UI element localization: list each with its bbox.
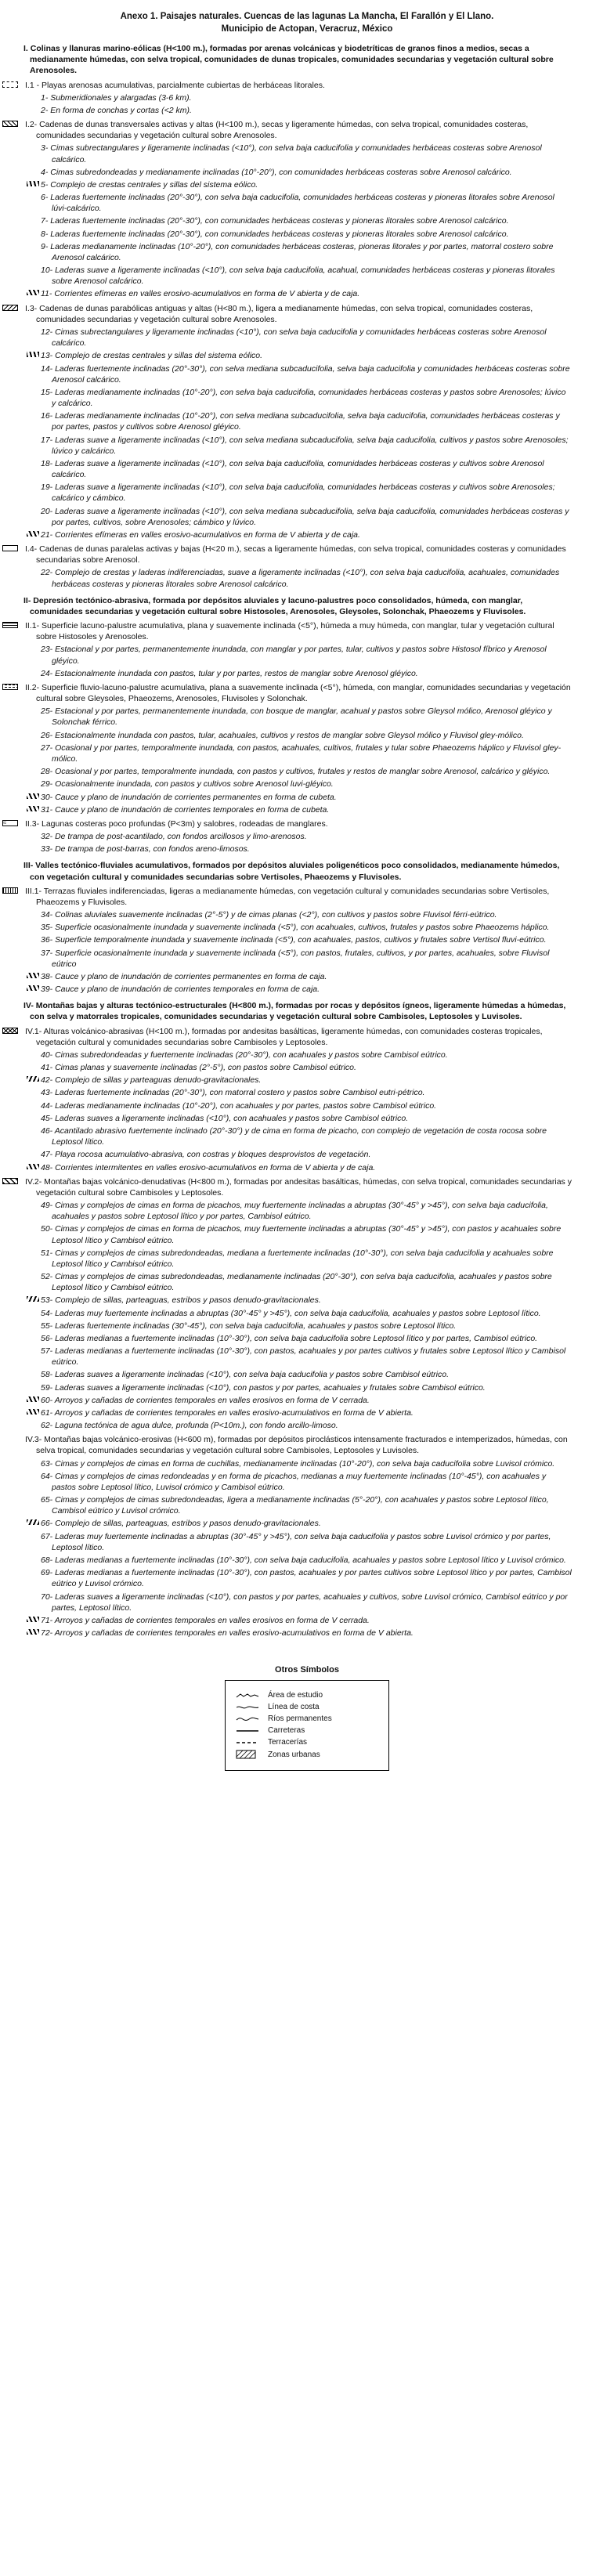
legend-text: 63- Cimas y complejos de cimas en forma de cuchillas, medianamente inclinadas (10°-20°), con selva baja caducifolia sobre Luvisol crómico. — [41, 1458, 555, 1469]
legend-text: II.3- Lagunas costeras poco profundas (P<3m) y salobres, rodeadas de manglares. — [25, 818, 328, 829]
legend-text: 7- Laderas fuertemente inclinadas (20°-30°), con comunidades herbáceas costeras y pioneras litorales sobre Arenosol calcárico. — [41, 216, 509, 226]
legend-text: 21- Corrientes efímeras en valles erosivo-acumulativos en forma de V abierta y de caja. — [41, 529, 360, 540]
other-symbol-label: Terracerías — [268, 1738, 308, 1747]
legend-item — [23, 327, 572, 349]
legend-item — [23, 229, 572, 240]
legend-subsection — [23, 119, 572, 141]
stream-channel-icon — [27, 1164, 39, 1169]
legend-text: IV.2- Montañas bajas volcánico-denudativas (H<800 m.), formadas por andesitas basálticas, húmedas, con selva tropical, comunidades secundarias y vegetación cultural sobre Cambisoles y Leptosoles. — [25, 1176, 572, 1198]
legend-text: 6- Laderas fuertemente inclinadas (20°-30°), con selva baja caducifolia, comunidades herbáceas costeras y pioneras litorales sobre Arenosol lúvi-calcárico. — [41, 193, 554, 214]
other-symbol-row — [235, 1691, 381, 1700]
legend-item — [23, 567, 572, 589]
legend-item — [23, 363, 572, 385]
legend-text: I. Colinas y llanuras marino-eólicas (H<100 m.), formadas por arenas volcánicas y biodetríticas de granos finos a medios, secas a medianamente húmedas, con selva tropical, comunidades de dunas tropicales, comunidades secundarias y vegetación cultural sobre Arenosoles. — [23, 44, 554, 76]
legend-subsection — [23, 886, 572, 908]
other-symbol-label: Ríos permanentes — [268, 1714, 332, 1724]
legend-item — [23, 1075, 572, 1086]
stream-channel-icon — [27, 1629, 39, 1635]
legend-section — [23, 595, 572, 617]
legend-item — [23, 1458, 572, 1469]
stream-channel-icon — [27, 1396, 39, 1402]
legend-item — [23, 1271, 572, 1293]
legend-text: 71- Arroyos y cañadas de corrientes temporales en valles erosivos en forma de V cerrada. — [41, 1615, 370, 1625]
crest-pattern-icon — [27, 352, 39, 357]
legend-text: 47- Playa rocosa acumulativo-abrasiva, con costras y bloques desprovistos de vegetación. — [41, 1150, 371, 1160]
legend-item — [23, 1050, 572, 1060]
legend-item — [23, 730, 572, 741]
other-symbol-label: Área de estudio — [268, 1691, 323, 1700]
stream-channel-icon — [27, 1617, 39, 1622]
legend-text: 64- Cimas y complejos de cimas redondeadas y en forma de picachos, medianas a muy fuertemente inclinadas (10°-45°), con acahuales y pastos sobre Leptosol lítico, Luvisol crómico y Cambisol eútrico. — [41, 1471, 547, 1492]
page-title — [0, 11, 614, 35]
legend-item — [23, 215, 572, 226]
legend-item — [23, 1591, 572, 1613]
legend-text: IV.3- Montañas bajas volcánico-erosivas (H<600 m), formadas por depósitos piroclásticos intensamente fracturados e intemperizados, húmedas, con selva tropical, comunidades secundarias y vegetación cultural sobre Cambisoles, Leptosoles y Luvisoles. — [25, 1435, 568, 1456]
legend-text: 41- Cimas planas y suavemente inclinadas (2°-5°), con pastos sobre Cambisol eútrico. — [41, 1063, 356, 1073]
legend-text: I.2- Cadenas de dunas transversales activas y altas (H<100 m.), secas y ligeramente húmedas, con selva tropical, comunidades costeras, comunidades secundarias y vegetación cultural sobre Arenosoles. — [25, 120, 529, 141]
urban-area-swatch-icon — [235, 1750, 260, 1759]
other-symbol-label: Línea de costa — [268, 1703, 320, 1712]
legend-section — [23, 1000, 572, 1022]
legend-text: 59- Laderas suaves a ligeramente inclinadas (<10°), con pastos y por partes, acahuales y frutales sobre Cambisol eútrico. — [41, 1382, 486, 1393]
legend-item — [23, 831, 572, 842]
legend-text: 30- Cauce y plano de inundación de corrientes permanentes en forma de cubeta. — [41, 792, 337, 802]
legend-text: 61- Arroyos y cañadas de corrientes temporales en valles erosivo-acumulativos en forma de V abierta. — [41, 1407, 414, 1418]
legend-list — [0, 43, 614, 1638]
legend-item — [23, 1555, 572, 1566]
legend-text: 51- Cimas y complejos de cimas subredondeadas, mediana a fuertemente inclinadas (10°-30°), con selva baja caducifolia y acahuales sobre Leptosol lítico y Cambisol eútrico. — [41, 1248, 554, 1269]
legend-text: 27- Ocasional y por partes, temporalmente inundada, con pastos, acahuales, cultivos, frutales y tular sobre Phaeozems háplico y Fluvisol gley-mólico. — [41, 742, 562, 764]
legend-item — [23, 179, 572, 190]
legend-text: 52- Cimas y complejos de cimas subredondeadas, medianamente inclinadas (20°-30°), con selva baja caducifolia, acahuales y pastos sobre Leptosol lítico y Cambisol eútrico. — [41, 1272, 552, 1293]
legend-item — [23, 1333, 572, 1344]
river-line-icon — [235, 1715, 260, 1723]
legend-item — [23, 1162, 572, 1173]
legend-text: II.1- Superficie lacuno-palustre acumulativa, plana y suavemente inclinada (<5°), húmeda a muy húmeda, con manglar, tular y vegetación cultural sobre Histosoles y Arenosoles. — [25, 621, 554, 642]
legend-text: 67- Laderas muy fuertemente inclinadas a abruptas (30°-45° y >45°), con selva baja caducifolia y pastos sobre Luvisol crómico y por partes, Leptosol lítico. — [41, 1531, 551, 1552]
volcanic-mountain-pattern-icon — [2, 1178, 18, 1184]
legend-item — [23, 192, 572, 214]
road-line-icon — [235, 1727, 260, 1735]
stream-channel-icon — [27, 985, 39, 991]
legend-text: I.1 - Playas arenosas acumulativas, parcialmente cubiertas de herbáceas litorales. — [25, 80, 325, 90]
legend-text: 69- Laderas medianas a fuertemente inclinadas (10°-30°), con pastos, acahuales y por partes cultivos sobre Leptosol lítico y por partes, Cambisol eútrico y Luvisol crómico. — [41, 1568, 572, 1589]
legend-item — [23, 1531, 572, 1553]
legend-text: 35- Superficie ocasionalmente inundada y suavemente inclinada (<5°), con acahuales, cultivos, frutales y pastos sobre Phaeozems háplico. — [41, 923, 550, 933]
legend-item — [23, 844, 572, 854]
legend-subsection — [23, 303, 572, 325]
terrace-pattern-icon — [2, 887, 18, 894]
stream-channel-icon — [27, 290, 39, 295]
legend-item — [23, 1518, 572, 1529]
page-title-line1: Anexo 1. Paisajes naturales. Cuencas de las lagunas La Mancha, El Farallón y El Llano. — [120, 12, 494, 21]
legend-item — [23, 1149, 572, 1160]
legend-item — [23, 1567, 572, 1589]
volcanic-heights-pattern-icon — [2, 1028, 18, 1034]
legend-text: III.1- Terrazas fluviales indiferenciadas, ligeras a medianamente húmedas, con vegetación cultural y comunidades secundarias sobre Vertisoles, Phaeozems y Fluvisoles. — [25, 886, 550, 907]
legend-text: 62- Laguna tectónica de agua dulce, profunda (P<10m.), con fondo arcillo-limoso. — [41, 1421, 338, 1431]
legend-text: 53- Complejo de sillas, parteaguas, estribos y pasos denudo-gravitacionales. — [41, 1295, 321, 1306]
legend-item — [23, 1295, 572, 1306]
legend-item — [23, 1628, 572, 1638]
legend-item — [23, 265, 572, 287]
other-symbols-section — [225, 1665, 389, 1771]
study-area-line-icon — [235, 1692, 260, 1700]
legend-item — [23, 779, 572, 789]
legend-item — [23, 1471, 572, 1493]
other-symbol-row — [235, 1726, 381, 1735]
legend-item — [23, 1125, 572, 1147]
legend-item — [23, 1100, 572, 1111]
legend-item — [23, 1223, 572, 1245]
legend-item — [23, 1346, 572, 1367]
legend-text: 16- Laderas medianamente inclinadas (10°-20°), con selva mediana subcaducifolia, selva baja caducifolia, comunidades herbáceas costeras y por partes, pastos y cultivos sobre Arenosol gléyico. — [41, 411, 560, 432]
other-symbol-row — [235, 1738, 381, 1747]
legend-text: 49- Cimas y complejos de cimas en forma de picachos, muy fuertemente inclinadas a abruptas (30°-45° y >45°), con selva baja caducifolia, acahuales y pastos sobre Leptosol lítico y por partes, Cambisol eútrico. — [41, 1201, 548, 1222]
legend-text: 39- Cauce y plano de inundación de corrientes temporales en forma de caja. — [41, 985, 320, 995]
legend-item — [23, 1494, 572, 1516]
legend-text: 57- Laderas medianas a fuertemente inclinadas (10°-30°), con pastos, acahuales y por partes cultivos y frutales sobre Leptosol lítico y Cambisol eútrico. — [41, 1346, 566, 1367]
legend-subsection — [23, 80, 572, 91]
other-symbol-label: Carreteras — [268, 1726, 305, 1736]
legend-text: 70- Laderas suaves a ligeramente inclinadas (<10°), con pastos y por partes, acahuales y cultivos, sobre Luvisol crómico, Cambisol eútrico y por partes, Leptosol lítico. — [41, 1591, 568, 1613]
legend-item — [23, 644, 572, 666]
legend-item — [23, 742, 572, 764]
legend-subsection — [23, 544, 572, 565]
legend-item — [23, 92, 572, 103]
legend-text: 45- Laderas suaves a ligeramente inclinadas (<10°), con acahuales y pastos sobre Cambisol eútrico. — [41, 1113, 409, 1123]
lagoon-pattern-icon — [2, 820, 18, 826]
legend-item — [23, 1395, 572, 1406]
legend-item — [23, 1248, 572, 1270]
legend-item — [23, 1062, 572, 1073]
legend-subsection — [23, 620, 572, 642]
legend-text: 50- Cimas y complejos de cimas en forma de picachos, muy fuertemente inclinadas a abruptas (30°-45° y >45°), con pastos y acahuales sobre Leptosol lítico y Cambisol eútrico. — [41, 1224, 562, 1245]
legend-item — [23, 766, 572, 777]
legend-text: III- Valles tectónico-fluviales acumulativos, formados por depósitos aluviales poligenéticos poco consolidados, medianamente húmedos, con vegetación cultural y comunidades secundarias sobre Vertisoles, Phaeozems y Fluvisoles. — [23, 861, 560, 882]
legend-text: 54- Laderas muy fuertemente inclinadas a abruptas (30°-45° y >45°), con selva baja caducifolia, acahuales y pastos sobre Leptosol lítico. — [41, 1308, 541, 1318]
legend-text: 4- Cimas subredondeadas y medianamente inclinadas (10°-20°), con comunidades herbáceas costeras sobre Arenosol calcárico. — [41, 167, 512, 177]
other-symbol-label: Zonas urbanas — [268, 1750, 320, 1759]
legend-text: 65- Cimas y complejos de cimas subredondeadas, ligera a medianamente inclinadas (5°-20°), con acahuales y pastos sobre Leptosol lítico, Cambisol eútrico y Luvisol crómico. — [41, 1495, 549, 1516]
other-symbol-row — [235, 1703, 381, 1711]
legend-item — [23, 506, 572, 528]
legend-text: I.3- Cadenas de dunas parabólicas antiguas y altas (H<80 m.), ligera a medianamente húmedas, con selva tropical, comunidades costeras, comunidades secundarias y vegetación cultural sobre Arenosoles. — [25, 303, 533, 324]
legend-text: 68- Laderas medianas a fuertemente inclinadas (10°-30°), con selva baja caducifolia, acahuales y pastos sobre Leptosol lítico y Luvisol crómico. — [41, 1555, 566, 1565]
lacustrine-pattern-icon — [2, 622, 18, 628]
parallel-dune-pattern-icon — [2, 545, 18, 551]
legend-text: 2- En forma de conchas y cortas (<2 km). — [41, 105, 192, 115]
beach-pattern-icon — [2, 81, 18, 88]
legend-text: 33- De trampa de post-barras, con fondos areno-limosos. — [41, 844, 250, 854]
legend-item — [23, 1420, 572, 1431]
legend-item — [23, 387, 572, 409]
saddle-pattern-icon — [27, 1296, 39, 1302]
legend-text: 46- Acantilado abrasivo fuertemente inclinado (20°-30°) y de cima en forma de picacho, con complejo de vegetación de costa rocosa sobre Leptosol lítico. — [41, 1125, 547, 1147]
stream-channel-icon — [27, 531, 39, 537]
other-symbol-row — [235, 1714, 381, 1723]
legend-text: 44- Laderas medianamente inclinadas (10°-20°), con acahuales y por partes, pastos sobre Cambisol eútrico. — [41, 1100, 437, 1111]
stream-channel-icon — [27, 973, 39, 978]
legend-item — [23, 167, 572, 178]
legend-text: 18- Laderas suave a ligeramente inclinadas (<10°), con selva baja caducifolia, comunidades herbáceas costeras y cultivos sobre Arenosol calcárico. — [41, 458, 544, 480]
legend-item — [23, 922, 572, 933]
legend-item — [23, 909, 572, 920]
fluvio-lacustrine-pattern-icon — [2, 684, 18, 690]
legend-text: 15- Laderas medianamente inclinadas (10°-20°), con selva baja caducifolia, comunidades herbáceas costeras y pastos sobre Arenosoles; lúvico y calcárico. — [41, 387, 566, 409]
legend-text: II- Depresión tectónico-abrasiva, formada por depósitos aluviales y lacuno-palustres poco consolidados, húmeda, con manglar, comunidades secundarias y vegetación cultural sobre Histosoles, Arenosoles, Gleysoles, Solonchak, Phaeozems y Fluvisoles. — [23, 595, 526, 616]
legend-text: 48- Corrientes intermitentes en valles erosivo-acumulativos en forma de V abierta y de caja. — [41, 1162, 376, 1172]
dirt-road-line-icon — [235, 1739, 260, 1747]
saddle-pattern-icon — [27, 1519, 39, 1525]
legend-text: 38- Cauce y plano de inundación de corrientes permanentes en forma de caja. — [41, 971, 327, 981]
legend-text: 1- Submeridionales y alargadas (3-6 km). — [41, 92, 192, 103]
legend-item — [23, 792, 572, 803]
legend-text: 32- De trampa de post-acantilado, con fondos arcillosos y limo-arenosos. — [41, 832, 307, 842]
page-title-line2: Municipio de Actopan, Veracruz, México — [221, 23, 393, 34]
other-symbols-box — [225, 1680, 389, 1771]
legend-text: 9- Laderas medianamente inclinadas (10°-20°), con comunidades herbáceas costeras, pioneras litorales y por partes, matorral costero sobre Arenosol calcárico. — [41, 241, 554, 262]
legend-item — [23, 804, 572, 815]
legend-item — [23, 706, 572, 728]
crest-pattern-icon — [27, 181, 39, 186]
legend-text: 34- Colinas aluviales suavemente inclinadas (2°-5°) y de cimas planas (<2°), con cultivos y pastos sobre Fluvisol férri-eútrico. — [41, 910, 497, 920]
legend-item — [23, 1308, 572, 1319]
legend-text: 12- Cimas subrectangulares y ligeramente inclinadas (<10°), con selva baja caducifolia y comunidades herbáceas costeras sobre Arenosol calcárico. — [41, 327, 547, 349]
legend-section — [23, 860, 572, 882]
legend-item — [23, 529, 572, 540]
legend-item — [23, 971, 572, 982]
legend-text: 17- Laderas suave a ligeramente inclinadas (<10°), con selva mediana subcaducifolia, selva baja caducifolia, cultivos y pastos sobre Arenosoles; lúvico y calcárico. — [41, 435, 569, 456]
stream-channel-icon — [27, 1409, 39, 1414]
legend-text: 14- Laderas fuertemente inclinadas (20°-30°), con selva mediana subcaducifolia, selva baja caducifolia y comunidades herbáceas costeras sobre Arenosol calcárico. — [41, 363, 570, 385]
legend-text: 43- Laderas fuertemente inclinadas (20°-30°), con matorral costero y pastos sobre Cambisol eutri-pétrico. — [41, 1088, 425, 1098]
legend-text: 10- Laderas suave a ligeramente inclinadas (<10°), con selva baja caducifolia, acahual, comunidades herbáceas costeras y pioneras litorales sobre Arenosol calcárico. — [41, 266, 555, 287]
legend-item — [23, 1087, 572, 1098]
legend-text: 11- Corrientes efímeras en valles erosivo-acumulativos en forma de V abierta y de caja. — [41, 289, 360, 299]
legend-item — [23, 482, 572, 504]
dune-pattern-icon — [2, 121, 18, 127]
coast-line-icon — [235, 1703, 260, 1711]
dune-pattern-2-icon — [2, 305, 18, 311]
legend-text: 37- Superficie ocasionalmente inundada y suavemente inclinada (<5°), con pastos, frutales, cultivos, y por partes, acahuales, sobre Fluvisol eútrico — [41, 948, 550, 969]
legend-text: 19- Laderas suave a ligeramente inclinadas (<10°), con selva baja caducifolia, comunidades herbáceas costeras y cultivos sobre Arenosoles; calcárico y cámbico. — [41, 482, 555, 504]
legend-text: IV.1- Alturas volcánico-abrasivas (H<100 m.), formadas por andesitas basálticas, ligeramente húmedas, con comunidades costeras tropicales, vegetación cultural y comunidades secundarias sobre Cambisoles y Leptosoles. — [25, 1026, 543, 1047]
legend-text: 72- Arroyos y cañadas de corrientes temporales en valles erosivo-acumulativos en forma de V abierta. — [41, 1628, 414, 1638]
other-symbol-row — [235, 1750, 381, 1759]
legend-text: 20- Laderas suave a ligeramente inclinadas (<10°), con selva mediana subcaducifolia, selva baja caducifolia, comunidades herbáceas costeras y por partes, cultivos, sobre Arenosoles; cámbico y lúvico. — [41, 506, 569, 527]
legend-text: 56- Laderas medianas a fuertemente inclinadas (10°-30°), con selva baja caducifolia sobre Leptosol lítico y por partes, Cambisol eútrico. — [41, 1333, 538, 1343]
legend-item — [23, 410, 572, 432]
legend-text: 36- Superficie temporalmente inundada y suavemente inclinada (<5°), con acahuales, pastos, cultivos y frutales sobre Vertisol fluvi-eútrico. — [41, 935, 547, 945]
legend-item — [23, 1321, 572, 1331]
legend-text: 66- Complejo de sillas, parteaguas, estribos y pasos denudo-gravitacionales. — [41, 1519, 321, 1529]
legend-text: 42- Complejo de sillas y parteaguas denudo-gravitacionales. — [41, 1075, 262, 1086]
legend-text: 40- Cimas subredondeadas y fuertemente inclinadas (20°-30°), con acahuales y pastos sobre Cambisol eútrico. — [41, 1050, 448, 1060]
legend-subsection — [23, 1176, 572, 1198]
legend-item — [23, 1369, 572, 1380]
legend-text: 31- Cauce y plano de inundación de corrientes temporales en forma de cubeta. — [41, 804, 330, 815]
stream-channel-icon — [27, 806, 39, 811]
legend-item — [23, 948, 572, 970]
legend-text: 25- Estacional y por partes, permanentemente inundada, con bosque de manglar, acahual y pastos sobre Gleysol mólico, Arenosol gléyico y Solonchak férrico. — [41, 706, 552, 728]
legend-text: IV- Montañas bajas y alturas tectónico-estructurales (H<800 m.), formadas por rocas y depósitos ígneos, ligeramente húmedas a húmedas, con selva y matorrales tropicales, comunidades secundarias y vegetación cultural sobre Cambisoles, Leptosoles y Luvisoles. — [23, 1001, 566, 1022]
legend-text: 22- Complejo de crestas y laderas indiferenciadas, suave a ligeramente inclinadas (<10°), con selva baja caducifolia, acahuales, comunidades herbáceas costeras y pioneras litorales sobre Arenosol calcárico. — [41, 568, 560, 589]
legend-item — [23, 1615, 572, 1626]
legend-item — [23, 1113, 572, 1124]
legend-text: 60- Arroyos y cañadas de corrientes temporales en valles erosivos en forma de V cerrada. — [41, 1395, 370, 1405]
legend-text: I.4- Cadenas de dunas paralelas activas y bajas (H<20 m.), secas a ligeramente húmedas, con selva tropical, comunidades costeras y comunidades secundarias sobre Arenosol. — [25, 544, 566, 565]
legend-text: 23- Estacional y por partes, permanentemente inundada, con manglar y por partes, tular, cultivos y pastos sobre Histosol fíbrico y Arenosol gléyico. — [41, 645, 547, 666]
legend-item — [23, 435, 572, 457]
legend-text: II.2- Superficie fluvio-lacuno-palustre acumulativa, plana a suavemente inclinada (<5°), húmeda, con manglar, comunidades secundarias y vegetación cultural sobre Gleysoles, Phaeozems, Arenosoles, Fluvisoles y Solonchak. — [25, 682, 571, 704]
legend-subsection — [23, 682, 572, 704]
legend-text: 3- Cimas subrectangulares y ligeramente inclinadas (<10°), con selva baja caducifolia y comunidades herbáceas costeras sobre Arenosol calcárico. — [41, 143, 542, 164]
legend-text: 5- Complejo de crestas centrales y sillas del sistema eólico. — [41, 179, 258, 190]
legend-text: 55- Laderas fuertemente inclinadas (30°-45°), con selva baja caducifolia, acahuales y pastos sobre Leptosol lítico. — [41, 1321, 457, 1331]
other-symbols-title: Otros Símbolos — [275, 1665, 339, 1675]
legend-item — [23, 1407, 572, 1418]
legend-item — [23, 288, 572, 299]
legend-item — [23, 241, 572, 263]
legend-item — [23, 143, 572, 164]
legend-item — [23, 105, 572, 116]
legend-item — [23, 668, 572, 679]
legend-text: 29- Ocasionalmente inundada, con pastos y cultivos sobre Arenosol luvi-gléyico. — [41, 779, 334, 789]
legend-item — [23, 934, 572, 945]
legend-text: 28- Ocasional y por partes, temporalmente inundada, con pastos y cultivos, frutales y restos de manglar sobre Arenosol, calcárico y gléyico. — [41, 767, 551, 777]
legend-subsection — [23, 1026, 572, 1048]
legend-item — [23, 1200, 572, 1222]
legend-item — [23, 350, 572, 361]
legend-text: 26- Estacionalmente inundada con pastos, tular, acahuales, cultivos y restos de manglar sobre Gleysol mólico y Fluvisol gley-mólico. — [41, 730, 524, 740]
legend-text: 58- Laderas suaves a ligeramente inclinadas (<10°), con selva baja caducifolia y pastos sobre Cambisol eútrico. — [41, 1370, 450, 1380]
legend-subsection — [23, 1434, 572, 1456]
legend-item — [23, 1382, 572, 1393]
legend-item — [23, 984, 572, 995]
legend-section — [23, 43, 572, 77]
legend-text: 13- Complejo de crestas centrales y sillas del sistema eólico. — [41, 351, 263, 361]
saddle-pattern-icon — [27, 1076, 39, 1082]
legend-item — [23, 458, 572, 480]
legend-text: 8- Laderas fuertemente inclinadas (20°-30°), con comunidades herbáceas costeras y pioneras litorales sobre Arenosol calcárico. — [41, 229, 509, 239]
legend-text: 24- Estacionalmente inundada con pastos, tular y por partes, restos de manglar sobre Arenosol gléyico. — [41, 668, 418, 678]
stream-channel-icon — [27, 793, 39, 799]
legend-subsection — [23, 818, 572, 829]
